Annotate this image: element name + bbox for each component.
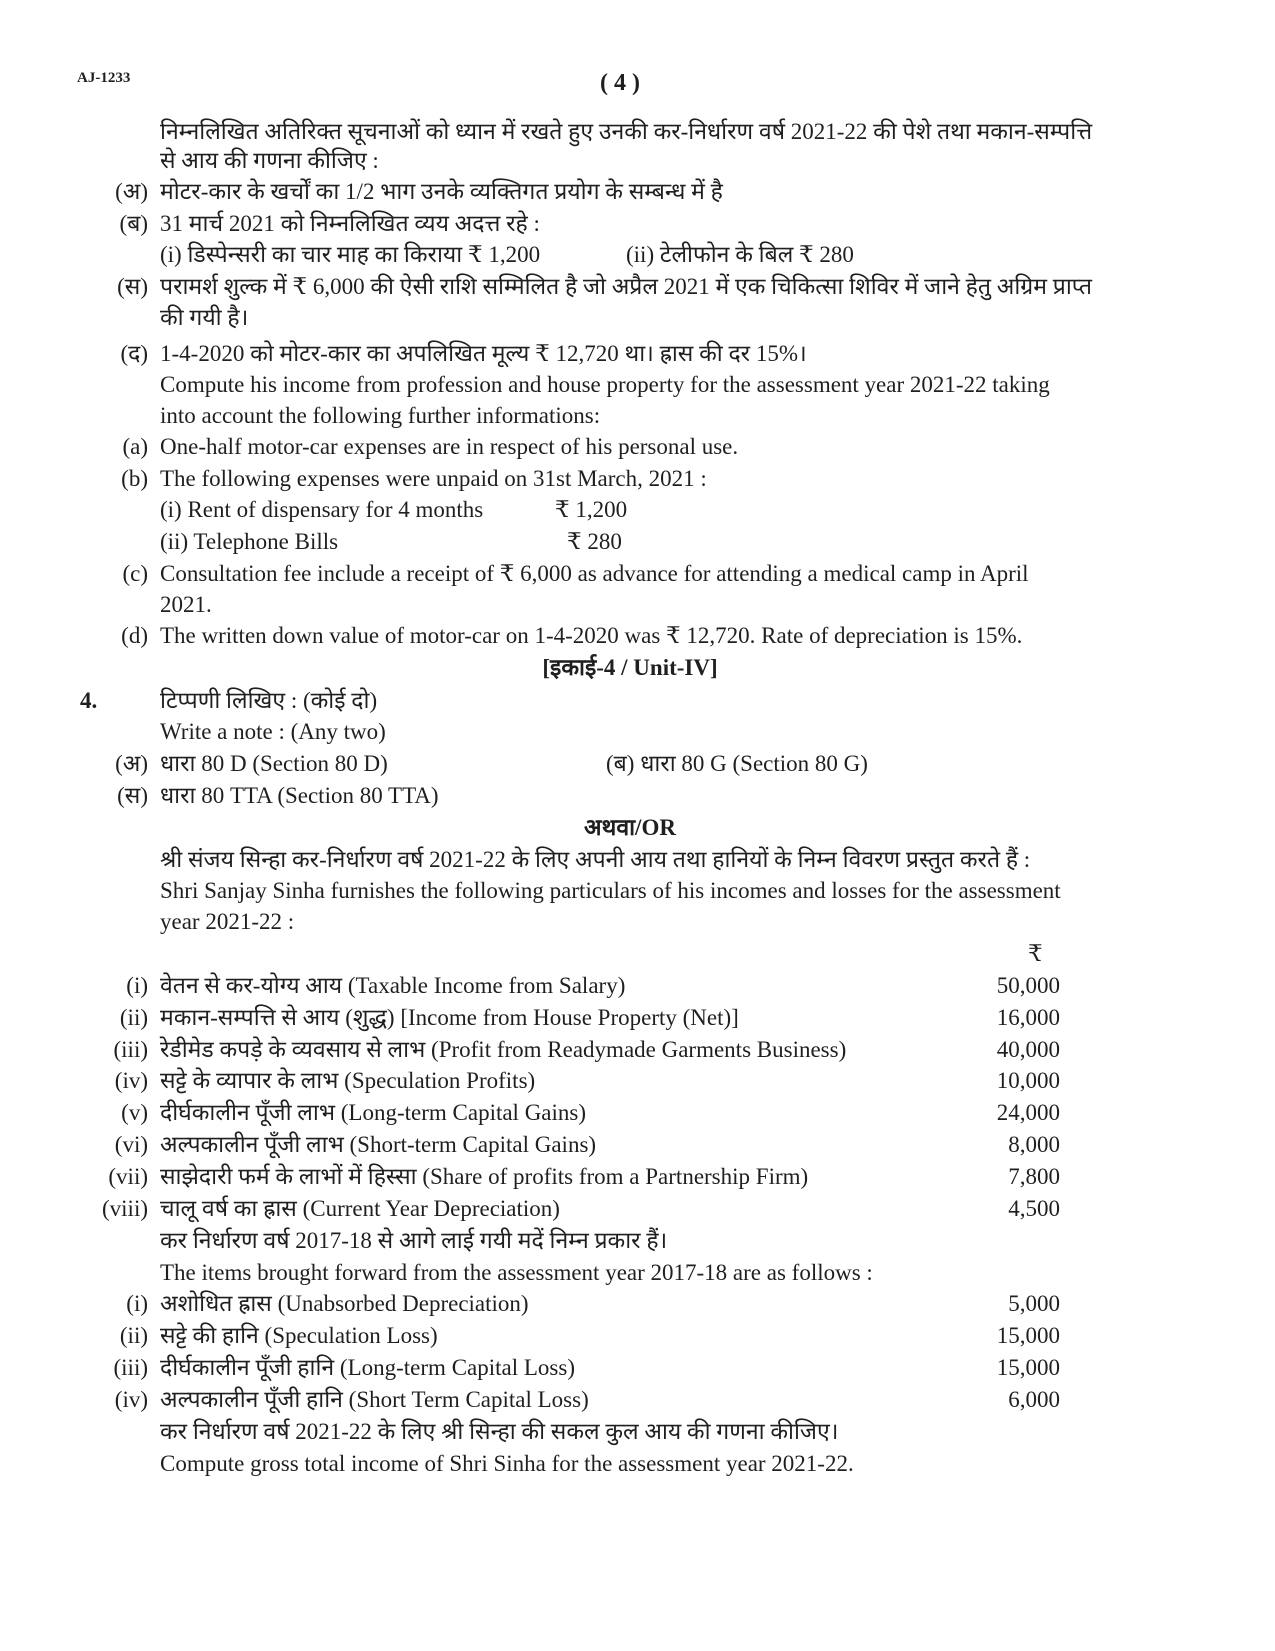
loss-amount: 5,000 (1008, 1291, 1060, 1316)
q4-english-intro-line-2: year 2021-22 : (160, 909, 295, 934)
income-text: सट्टे के व्यापार के लाभ (Speculation Profits) (160, 1068, 536, 1093)
income-amount: 24,000 (996, 1100, 1060, 1125)
q4-option-b: (ब) धारा 80 G (Section 80 G) (606, 751, 868, 776)
income-amount: 8,000 (1008, 1132, 1060, 1157)
q3-hindi-b-i: (i) डिस्पेन्सरी का चार माह का किराया ₹ 1,200 (160, 242, 541, 267)
q3-hindi-c-line-2: की गयी है। (160, 305, 249, 330)
income-amount: 7,800 (1008, 1164, 1060, 1189)
q3-hindi-d-label: (द) (120, 341, 148, 366)
q3-english-a-label: (a) (122, 434, 148, 459)
loss-label: (iv) (114, 1387, 148, 1412)
q3-english-b-i-amount: ₹ 1,200 (555, 497, 628, 522)
unit-heading: [इकाई-4 / Unit-IV] (542, 655, 718, 680)
q3-hindi-b-label: (ब) (119, 211, 148, 236)
income-label: (i) (126, 973, 148, 998)
q3-english-intro-line-1: Compute his income from profession and house property for the assessment year 2021-22 taking (160, 372, 1050, 397)
q4-option-a: धारा 80 D (Section 80 D) (160, 751, 388, 776)
or-heading: अथवा/OR (584, 815, 676, 840)
q3-hindi-b-ii: (ii) टेलीफोन के बिल ₹ 280 (626, 242, 854, 267)
q3-hindi-d: 1-4-2020 को मोटर-कार का अपलिखित मूल्य ₹ 12,720 था। ह्रास की दर 15%। (160, 341, 807, 366)
q3-english-c-line-1: Consultation fee include a receipt of ₹ 6,000 as advance for attending a medical camp in April (160, 561, 1029, 586)
income-label: (viii) (102, 1196, 148, 1221)
q3-english-d: The written down value of motor-car on 1-4-2020 was ₹ 12,720. Rate of depreciation is 15%. (160, 623, 1023, 648)
loss-label: (iii) (113, 1355, 148, 1380)
q3-hindi-c-line-1: परामर्श शुल्क में ₹ 6,000 की ऐसी राशि सम्मिलित है जो अप्रैल 2021 में एक चिकित्सा शिविर में जाने हेतु अग्रिम प्राप्त (160, 274, 1092, 299)
q4-option-c-label: (स) (117, 783, 148, 808)
loss-label: (i) (126, 1291, 148, 1316)
income-text: रेडीमेड कपड़े के व्यवसाय से लाभ (Profit from Readymade Garments Business) (160, 1037, 847, 1062)
income-amount: 50,000 (996, 973, 1060, 998)
q3-english-d-label: (d) (121, 623, 148, 648)
q3-english-b-ii-text: (ii) Telephone Bills (160, 529, 339, 554)
loss-text: दीर्घकालीन पूँजी हानि (Long-term Capital Loss) (160, 1355, 575, 1380)
brought-forward-english: The items brought forward from the assessment year 2017-18 are as follows : (160, 1260, 873, 1285)
currency-symbol: ₹ (1028, 941, 1043, 966)
income-text: मकान-सम्पत्ति से आय (शुद्ध) [Income from House Property (Net)] (160, 1005, 739, 1030)
income-text: चालू वर्ष का ह्रास (Current Year Depreciation) (160, 1196, 560, 1221)
q3-hindi-c-label: (स) (117, 274, 148, 299)
question-number: 4. (80, 688, 98, 713)
income-text: वेतन से कर-योग्य आय (Taxable Income from Salary) (160, 973, 626, 998)
q4-hindi-intro: श्री संजय सिन्हा कर-निर्धारण वर्ष 2021-22 के लिए अपनी आय तथा हानियों के निम्न विवरण प्रस्तुत करते हैं : (160, 847, 1031, 872)
income-label: (vii) (108, 1164, 148, 1189)
q3-hindi-a: मोटर-कार के खर्चों का 1/2 भाग उनके व्यक्तिगत प्रयोग के सम्बन्ध में है (160, 179, 723, 204)
q3-hindi-a-label: (अ) (115, 179, 148, 204)
q4-hindi-prompt: टिप्पणी लिखिए : (कोई दो) (160, 688, 378, 713)
q4-option-c: धारा 80 TTA (Section 80 TTA) (160, 783, 439, 808)
paper-code: AJ-1233 (77, 70, 131, 86)
q4-option-a-label: (अ) (115, 751, 148, 776)
q3-hindi-intro-line-2: से आय की गणना कीजिए : (160, 148, 379, 173)
loss-amount: 15,000 (996, 1355, 1060, 1380)
final-instruction-english: Compute gross total income of Shri Sinha for the assessment year 2021-22. (160, 1451, 854, 1476)
loss-label: (ii) (119, 1323, 148, 1348)
income-label: (iii) (113, 1037, 148, 1062)
loss-amount: 6,000 (1008, 1387, 1060, 1412)
q3-hindi-b: 31 मार्च 2021 को निम्नलिखित व्यय अदत्त रहे : (160, 211, 540, 236)
loss-text: अल्पकालीन पूँजी हानि (Short Term Capital Loss) (160, 1387, 589, 1412)
income-label: (iv) (114, 1068, 148, 1093)
income-label: (v) (121, 1100, 148, 1125)
loss-text: सट्टे की हानि (Speculation Loss) (160, 1323, 438, 1348)
income-text: दीर्घकालीन पूँजी लाभ (Long-term Capital Gains) (160, 1100, 587, 1125)
q4-english-intro-line-1: Shri Sanjay Sinha furnishes the following particulars of his incomes and losses for the assessment (160, 878, 1061, 903)
income-amount: 16,000 (996, 1005, 1060, 1030)
income-amount: 40,000 (996, 1037, 1060, 1062)
q3-english-b-ii-amount: ₹ 280 (567, 529, 622, 554)
q3-english-intro-line-2: into account the following further informations: (160, 403, 601, 428)
brought-forward-hindi: कर निर्धारण वर्ष 2017-18 से आगे लाई गयी मदें निम्न प्रकार हैं। (160, 1228, 668, 1253)
loss-text: अशोधित ह्रास (Unabsorbed Depreciation) (160, 1291, 529, 1316)
income-label: (ii) (119, 1005, 148, 1030)
q3-english-c-label: (c) (122, 561, 148, 586)
q3-english-a: One-half motor-car expenses are in respect of his personal use. (160, 434, 739, 459)
income-label: (vi) (114, 1132, 148, 1157)
income-amount: 4,500 (1008, 1196, 1060, 1221)
loss-amount: 15,000 (996, 1323, 1060, 1348)
q3-english-b-label: (b) (121, 466, 148, 491)
page-number: ( 4 ) (600, 70, 640, 96)
q3-hindi-intro-line-1: निम्नलिखित अतिरिक्त सूचनाओं को ध्यान में रखते हुए उनकी कर-निर्धारण वर्ष 2021-22 की पेशे तथा मकान-सम्पत्ति (160, 119, 1093, 144)
income-amount: 10,000 (996, 1068, 1060, 1093)
income-text: अल्पकालीन पूँजी लाभ (Short-term Capital Gains) (160, 1132, 597, 1157)
q4-english-prompt: Write a note : (Any two) (160, 719, 386, 744)
final-instruction-hindi: कर निर्धारण वर्ष 2021-22 के लिए श्री सिन्हा की सकल कुल आय की गणना कीजिए। (160, 1419, 839, 1444)
q3-english-b-i-text: (i) Rent of dispensary for 4 months (160, 497, 484, 522)
q3-english-c-line-2: 2021. (160, 592, 212, 617)
q3-english-b: The following expenses were unpaid on 31st March, 2021 : (160, 466, 707, 491)
income-text: साझेदारी फर्म के लाभों में हिस्सा (Share of profits from a Partnership Firm) (160, 1164, 809, 1189)
